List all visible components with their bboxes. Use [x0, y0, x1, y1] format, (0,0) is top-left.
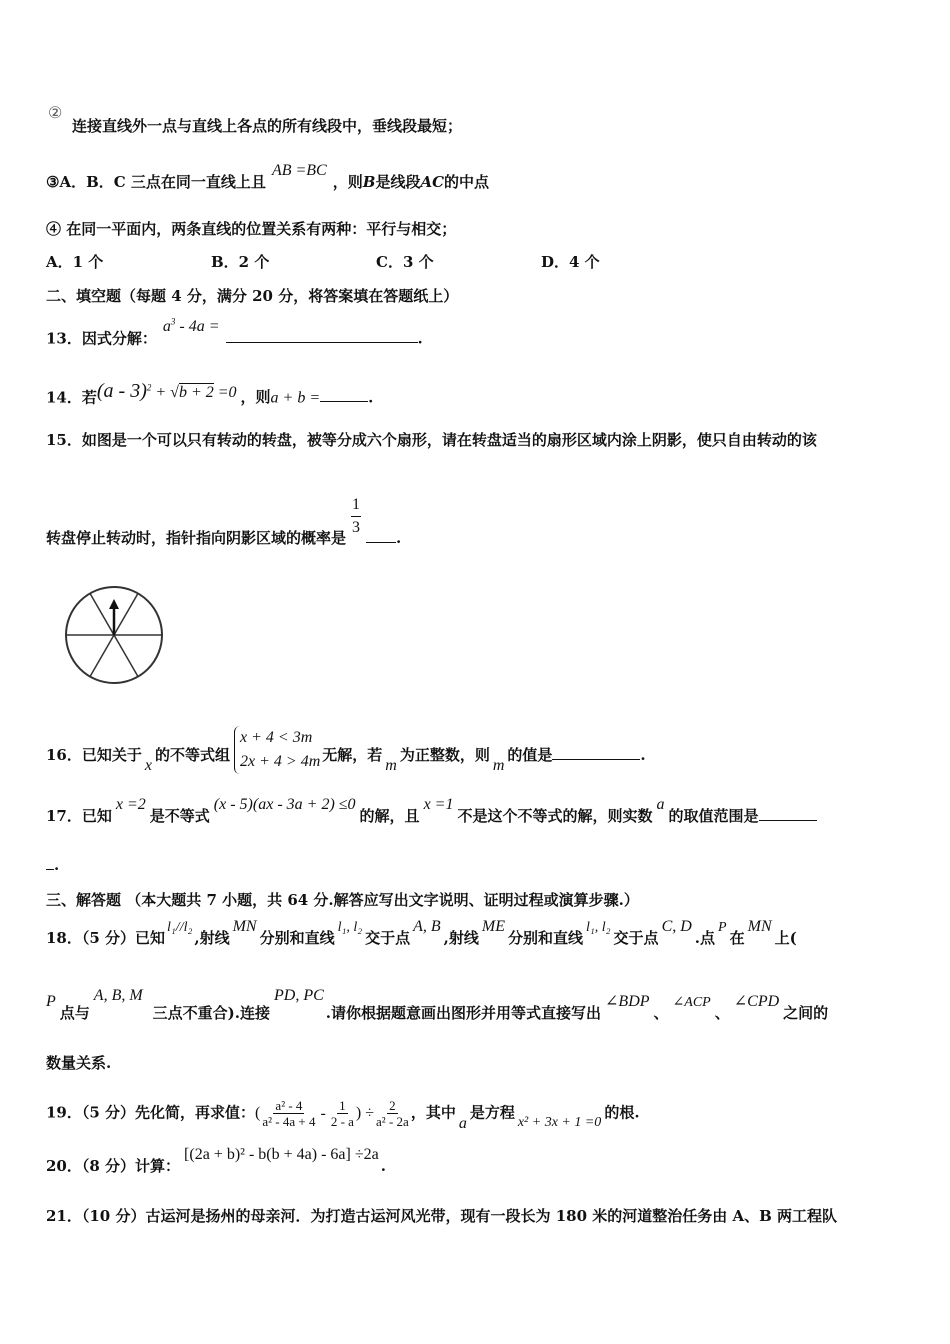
spinner-pointer-arrow-icon — [109, 599, 119, 609]
spinner-wheel-figure — [62, 583, 166, 687]
question-20: 20．（8 分）计算：[(2a + b)² - b(b + 4a) - 6a] ÷2a. — [46, 1146, 386, 1175]
item-3: ③A．B．C 三点在同一直线上且AB =BC，则B是线段AC的中点 — [46, 162, 490, 191]
inequality-system: x + 4 < 3m 2x + 4 > 4m — [234, 726, 320, 774]
section-3-title: 三、解答题 （本大题共 7 小题，共 64 分.解答应写出文字说明、证明过程或演算步骤.） — [46, 891, 639, 909]
answer-options — [46, 252, 706, 272]
fraction-1: $\frac{\text{a² - 4}}{\text{a² - 4a + 4}}$ — [262, 1098, 316, 1129]
question-17-tail: . — [46, 855, 59, 875]
answer-blank-14[interactable] — [320, 387, 368, 402]
answer-blank-15[interactable] — [366, 528, 396, 543]
option-d[interactable]: D．4 个 — [541, 253, 600, 271]
question-14: 14．若(a - 3)$^2$ + √b + 2 =0 ，则a + b = . — [46, 380, 374, 407]
answer-blank-16[interactable] — [552, 745, 640, 760]
question-15-line-1: 15．如图是一个可以只有转动的转盘，被等分成六个扇形，请在转盘适当的扇形区域内涂上阴影，使只自由转动的该 — [46, 431, 817, 449]
question-18-line-1: 18．（5 分）已知l₁//l₂,射线MN分别和直线l₁, l₂交于点A, B,射线ME分别和直线l₁, l₂交于点C, D.点P在MN上( — [46, 918, 797, 947]
question-19: 19．（5 分）先化简，再求值：( $\frac{\text{a² - 4}}{\text{a² - 4a + 4}}$ - $\frac{1}{2 - a}$ ) ÷ $\frac{2}{\text{a² - 2a}}$ ，其中a是方程x² + 3x + 1 =0的根. — [46, 1098, 640, 1132]
item-2-marker: ② — [48, 103, 63, 122]
question-16: 16．已知关于x的不等式组 x + 4 < 3m 2x + 4 > 4m 无解，若m为正整数，则m的值是 . — [46, 732, 646, 780]
question-15-line-2: 转盘停止转动时，指针指向阴影区域的概率是 $\frac{1}{3}$ . — [46, 496, 402, 547]
question-21: 21．（10 分）古运河是扬州的母亲河．为打造古运河风光带，现有一段长为 180 米的河道整治任务由 A、B 两工程队 — [46, 1207, 837, 1225]
fraction-2: $\frac{1}{2 - a}$ — [330, 1098, 354, 1129]
item-2-text: 连接直线外一点与直线上各点的所有线段中，垂线段最短； — [72, 117, 463, 135]
option-a[interactable]: A．1 个 — [46, 253, 104, 271]
section-2-title: 二、填空题（每题 4 分，满分 20 分，将答案填在答题纸上） — [46, 287, 459, 305]
fraction-3: $\frac{2}{\text{a² - 2a}}$ — [376, 1098, 409, 1129]
question-18-line-2: P点与A, B, M三点不重合).连接PD, PC.请你根据题意画出图形并用等式直接写出∠BDP、∠ACP、∠CPD之间的 — [46, 987, 829, 1022]
option-c[interactable]: C．3 个 — [376, 253, 434, 271]
ab-eq-bc-math: AB =BC — [271, 162, 327, 179]
option-b[interactable]: B．2 个 — [211, 253, 270, 271]
item-4: ④ 在同一平面内，两条直线的位置关系有两种：平行与相交； — [46, 220, 457, 238]
answer-blank-13[interactable] — [226, 328, 418, 343]
question-17: 17．已知x =2是不等式(x - 5)(ax - 3a + 2) ≤0的解，且x =1不是这个不等式的解，则实数a的取值范围是 — [46, 806, 817, 827]
question-18-line-3: 数量关系. — [46, 1054, 112, 1072]
question-13: 13．因式分解：$a^3 - 4a$ =. — [46, 317, 423, 348]
fraction-one-third: $\frac{1}{3}$ — [352, 496, 361, 536]
answer-blank-17[interactable] — [759, 806, 817, 821]
